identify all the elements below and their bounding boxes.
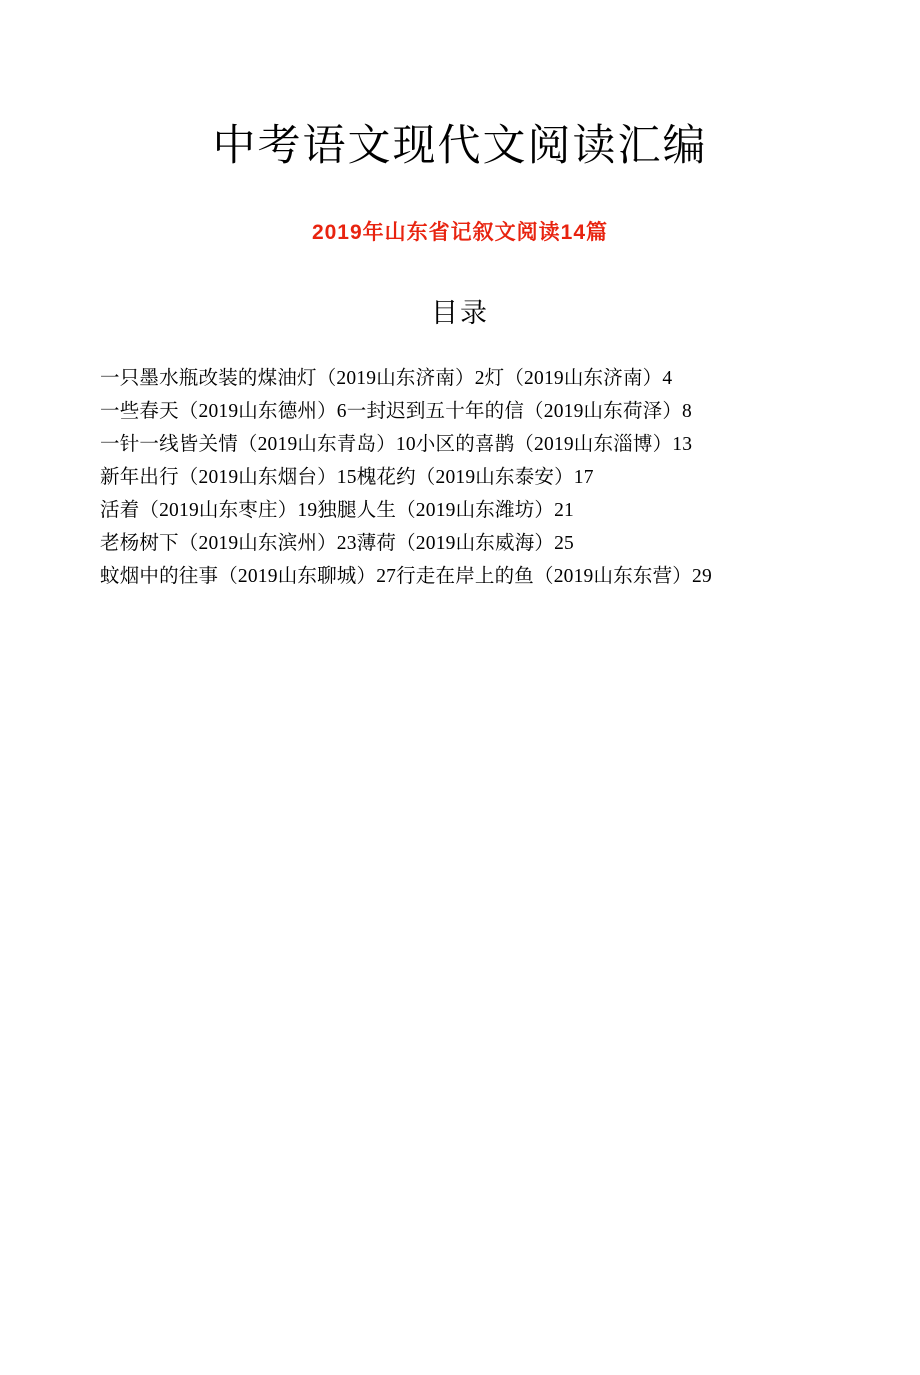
toc-entry[interactable]: 活着（2019山东枣庄）19独腿人生（2019山东潍坊）21 [100, 499, 575, 521]
document-subtitle: 2019年山东省记叙文阅读14篇 [311, 220, 609, 244]
page-title: 中考语文现代文阅读汇编 [212, 123, 708, 170]
toc-entry[interactable]: 新年出行（2019山东烟台）15槐花约（2019山东泰安）17 [100, 466, 594, 488]
toc-entry[interactable]: 一些春天（2019山东德州）6一封迟到五十年的信（2019山东荷泽）8 [100, 400, 693, 422]
toc-entry[interactable]: 一只墨水瓶改装的煤油灯（2019山东济南）2灯（2019山东济南）4 [100, 367, 673, 389]
table-of-contents-heading: 目录 [431, 297, 489, 328]
toc-entry[interactable]: 蚊烟中的往事（2019山东聊城）27行走在岸上的鱼（2019山东东营）29 [100, 565, 712, 587]
toc-entry[interactable]: 一针一线皆关情（2019山东青岛）10小区的喜鹊（2019山东淄博）13 [100, 433, 693, 455]
toc-entry[interactable]: 老杨树下（2019山东滨州）23薄荷（2019山东威海）25 [100, 532, 575, 554]
table-of-contents [100, 330, 820, 593]
